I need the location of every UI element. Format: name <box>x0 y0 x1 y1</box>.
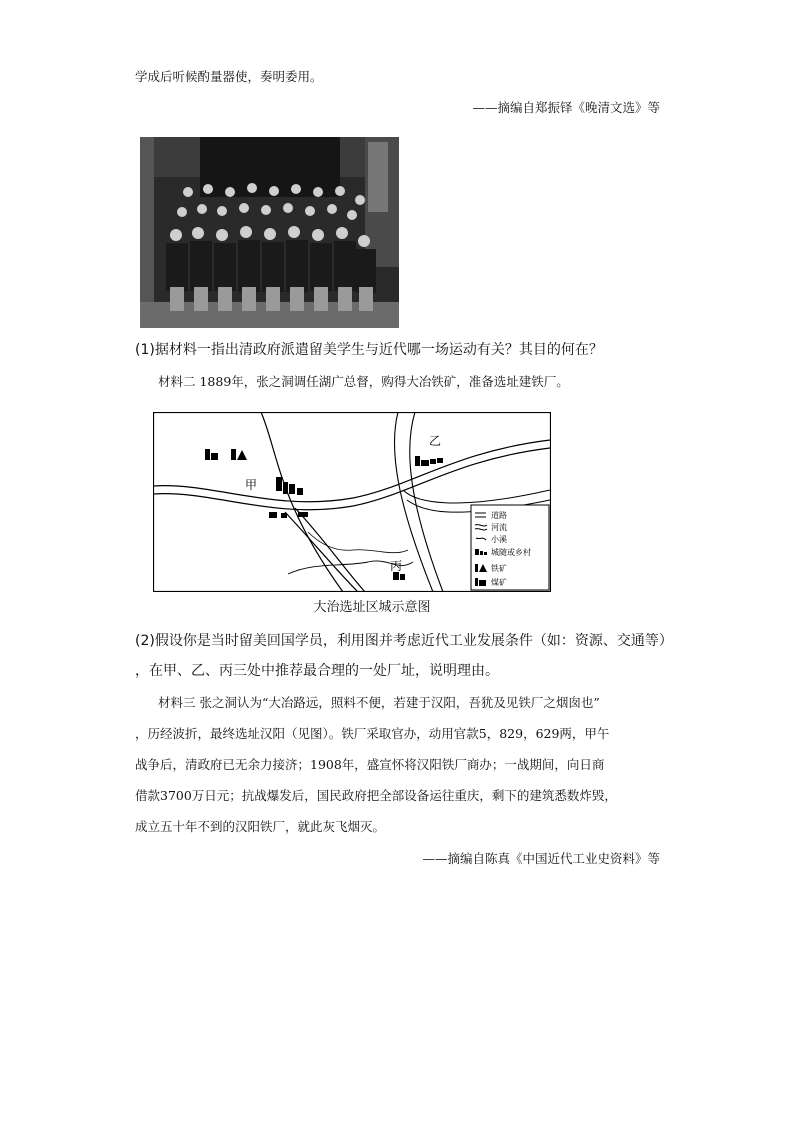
site-a-label: 甲 <box>245 478 258 492</box>
site-c-label: 丙 <box>390 559 403 573</box>
material-2: 材料二 1889年，张之洞调任湖广总督，购得大冶铁矿，准备选址建铁厂。 <box>158 374 569 389</box>
student-group-photo <box>140 137 399 328</box>
question-2-line-1: (2)假设你是当时留美回国学员，利用图并考虑近代工业发展条件（如：资源、交通等） <box>135 633 673 649</box>
legend-stream: 小溪 <box>491 535 507 544</box>
source-citation: ——摘编自陈真《中国近代工业史资料》等 <box>422 851 660 866</box>
legend-river: 河流 <box>491 523 507 532</box>
question-2-line-2: ，在甲、乙、丙三处中推荐最合理的一处厂址，说明理由。 <box>135 663 499 679</box>
material-3-line: 材料三 张之洞认为“大冶路远，照料不便，若建于汉阳，吾犹及见铁厂之烟囱也” <box>158 695 600 710</box>
legend-road: 道路 <box>491 511 507 520</box>
material-3-line: 借款3700万日元；抗战爆发后，国民政府把全部设备运往重庆，剩下的建筑悉数炸毁， <box>135 788 617 803</box>
source-citation: ——摘编自郑振铎《晚清文选》等 <box>472 100 660 115</box>
text-line: 学成后听候酌量器使，奏明委用。 <box>135 69 323 84</box>
legend-iron-mine: 铁矿 <box>491 564 507 573</box>
material-3-line: 成立五十年不到的汉阳铁厂，就此灰飞烟灭。 <box>135 819 386 834</box>
legend-coal-mine: 煤矿 <box>491 578 507 587</box>
site-selection-map <box>153 412 551 592</box>
map-caption: 大治选址区城示意图 <box>313 600 431 615</box>
question-1: (1)据材料一指出清政府派遣留美学生与近代哪一场运动有关？其目的何在？ <box>135 342 603 358</box>
legend-town: 城随或乡村 <box>491 548 531 557</box>
material-3-line: ，历经波折，最终选址汉阳（见图）。铁厂采取官办，动用官款5，829，629两，甲午 <box>135 726 610 741</box>
material-3-line: 战争后，清政府已无余力接济；1908年，盛宣怀将汉阳铁厂商办；一战期间，向日商 <box>135 757 605 772</box>
site-b-label: 乙 <box>429 434 442 448</box>
